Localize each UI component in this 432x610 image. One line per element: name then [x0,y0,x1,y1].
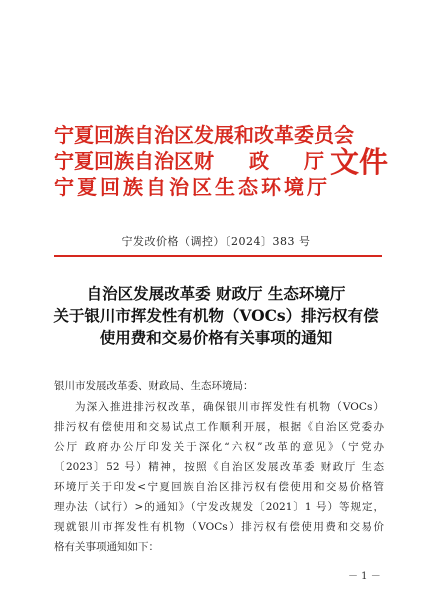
paragraph-line: 为深入推进排污权改革，确保银川市挥发性有机物（VOCs） [75,401,384,413]
title-line-3: 使用费和交易价格有关事项的通知 [99,328,333,347]
agency-development-reform: 宁夏回族自治区发展和改革委员会 [54,123,354,147]
issuing-agencies [54,122,354,200]
paragraph-line: 排污权有偿使用和交易试点工作顺利开展，根据《自治区党委办 [54,421,384,433]
paragraph-line: 理办法（试行）>的通知》（宁发改规发〔2021〕1 号）等规定， [54,501,384,513]
paragraph-line: 环境厅关于印发<宁夏回族自治区排污权有偿使用和交易价格管 [54,481,384,493]
document-header [54,122,390,200]
agency-finance-part-3: 厅 [304,149,324,173]
doc-type-label: 文件 [330,145,389,179]
paragraph-line: 现就银川市挥发性有机物（VOCs）排污权有偿使用费和交易价 [54,521,384,533]
salutation: 银川市发展改革委、财政局、生态环境局： [54,380,254,392]
agency-finance-part-2: 政 [249,149,269,173]
paragraph-line: 公厅 政府办公厅印发关于深化“六权”改革的意见》（宁党办 [54,441,384,453]
agency-ecology-environment: 宁夏回族自治区生态环境厅 [54,175,330,199]
title-line-1: 自治区发展改革委 财政厅 生态环境厅 [86,284,346,303]
red-divider-line [54,255,382,257]
document-number: 宁发改价格（调控）〔2024〕383 号 [121,235,311,248]
agency-finance-part-1: 宁夏回族自治区财 [54,149,214,173]
paragraph-line: 〔2023〕52 号）精神，按照《自治区发展改革委 财政厅 生态 [54,461,384,473]
title-line-2: 关于银川市挥发性有机物（VOCs）排污权有偿 [53,306,379,325]
paragraph-line: 格有关事项通知如下： [54,541,159,553]
body-paragraph [54,397,384,557]
page-number: － 1 － [348,571,381,582]
agency-finance [54,148,324,174]
